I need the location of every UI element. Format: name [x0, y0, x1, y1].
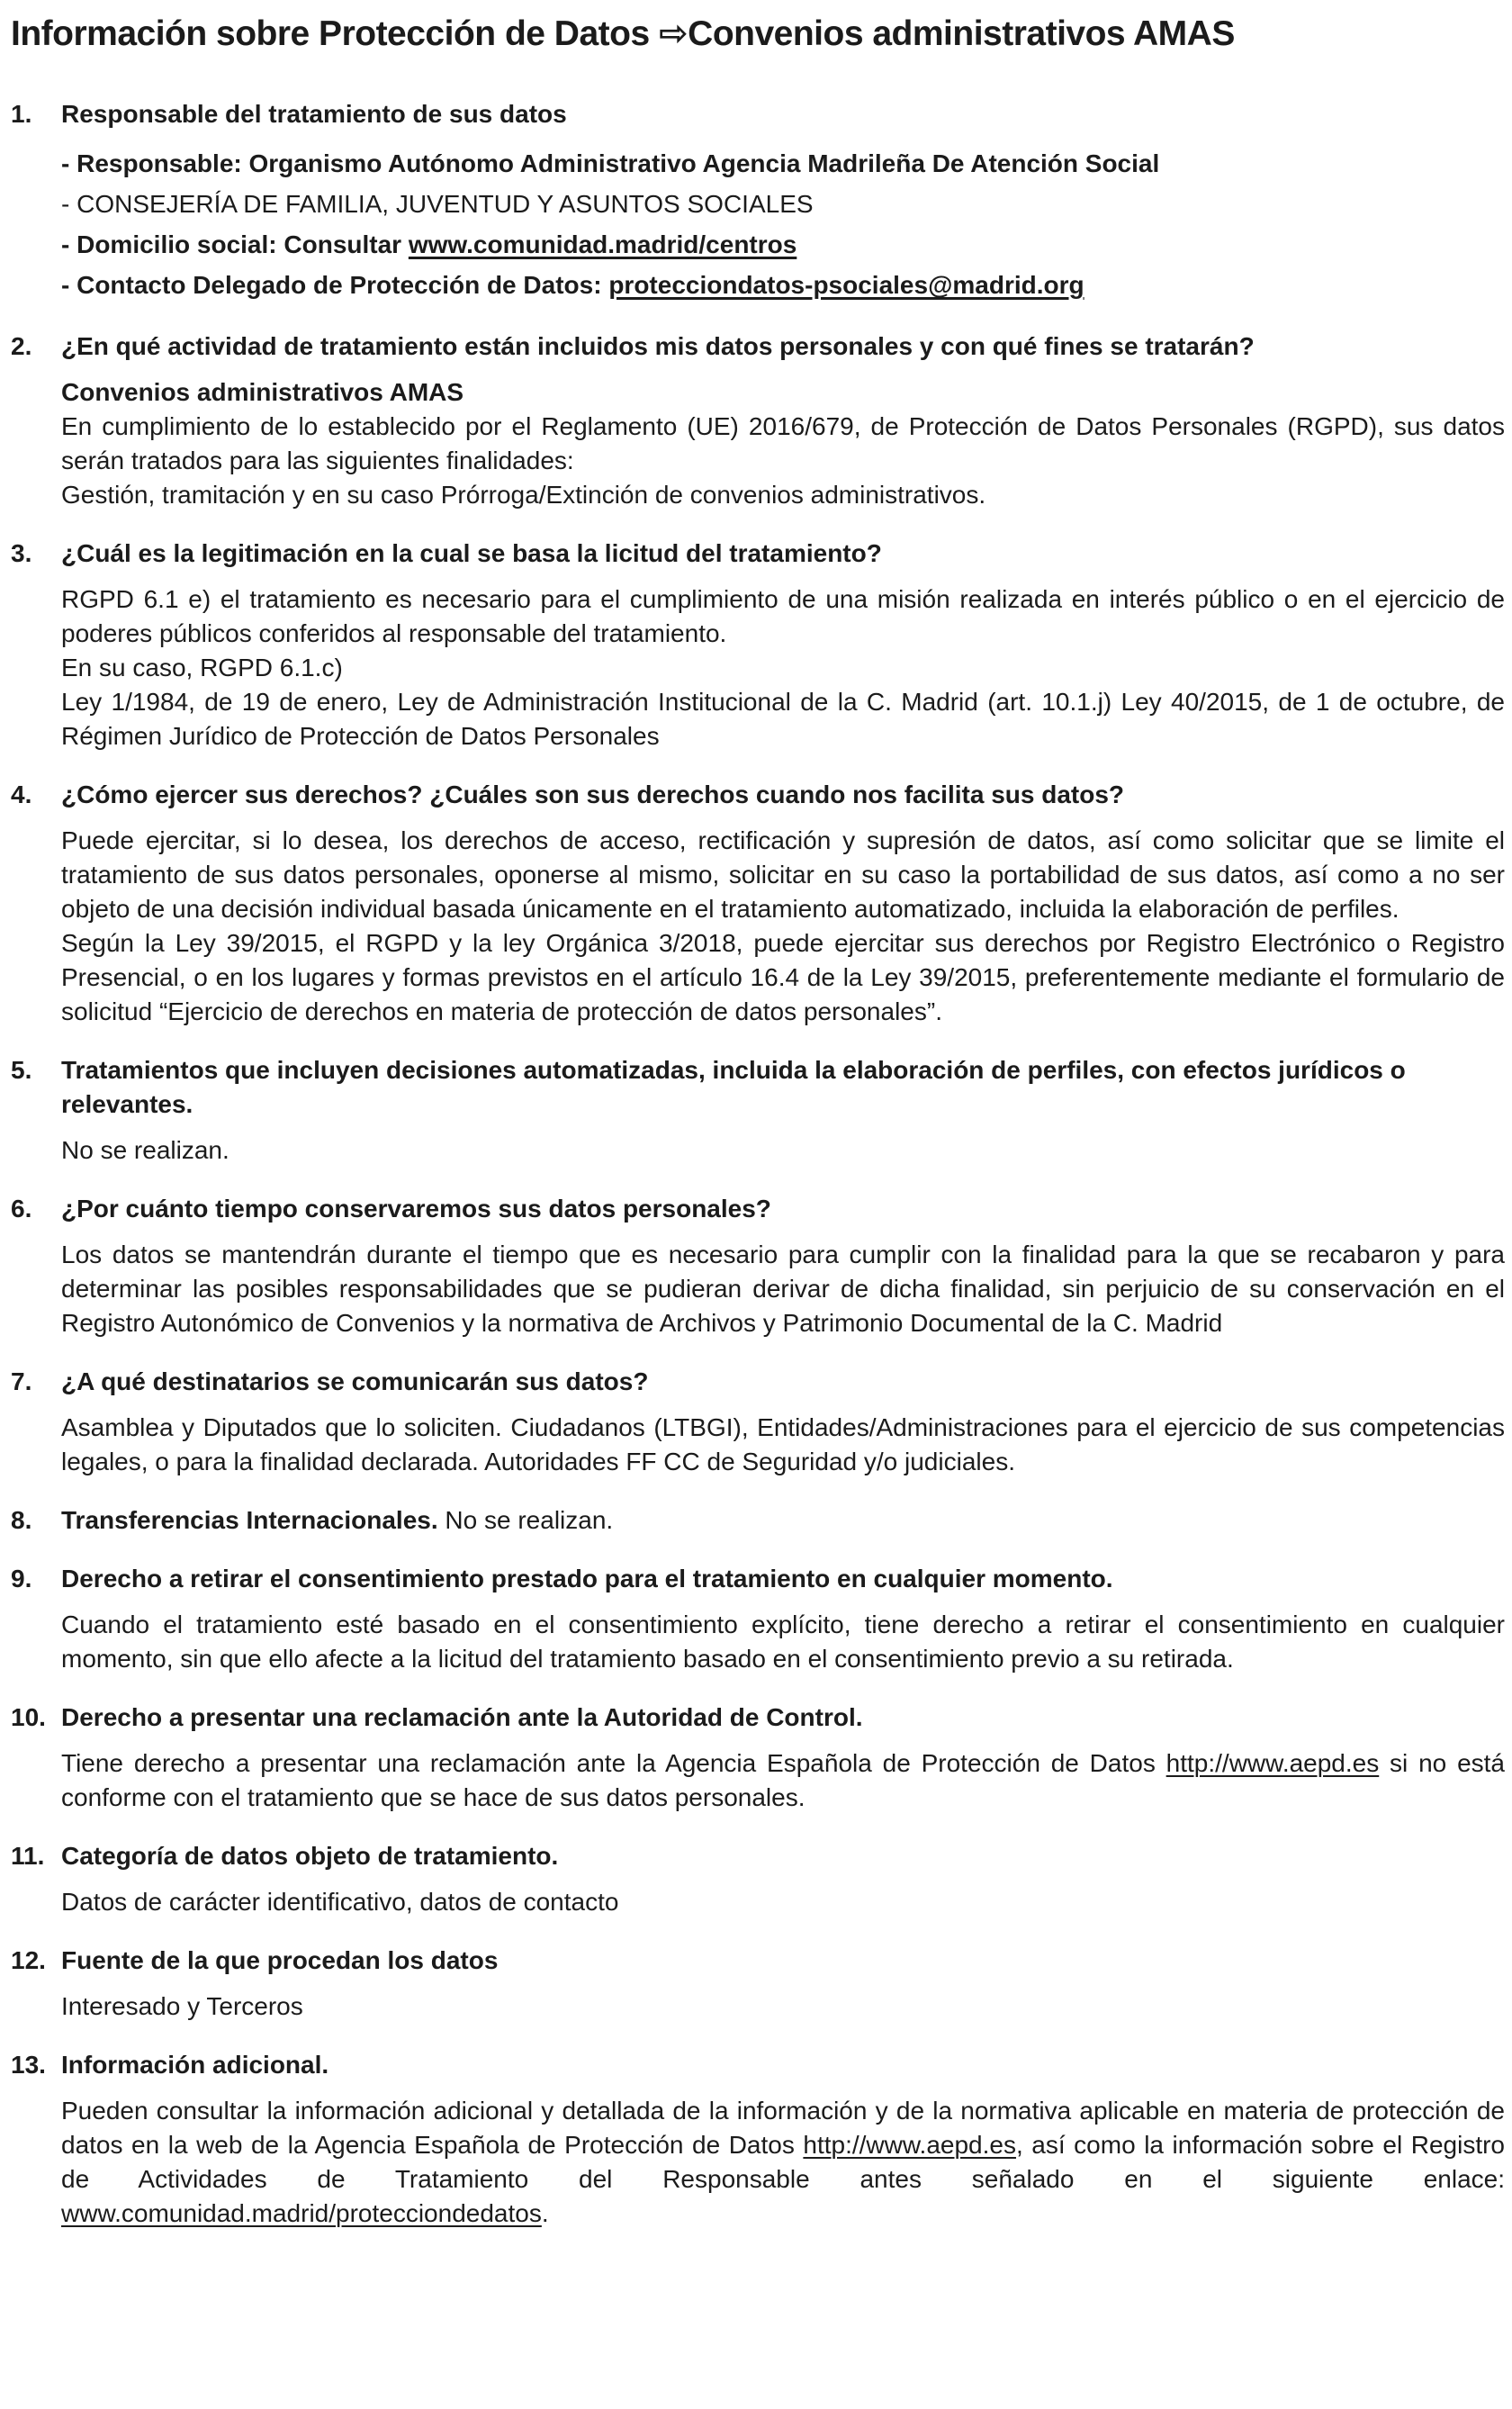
- section-body: [61, 1411, 1505, 1479]
- bullet-list: [61, 143, 1505, 305]
- section-legitimacion: [11, 537, 1505, 753]
- section-heading: ¿Por cuánto tiempo conservaremos sus datos personales?: [61, 1195, 771, 1223]
- section-retirar-consentimiento: [11, 1562, 1505, 1676]
- aepd-link-2[interactable]: http://www.aepd.es: [803, 2131, 1016, 2159]
- section-heading: Fuente de la que procedan los datos: [61, 1946, 499, 1974]
- section-body: [61, 1608, 1505, 1676]
- section-body: [61, 1989, 1505, 2024]
- list-item: [61, 224, 1505, 265]
- paragraph-text: , así como la información sobre el Registro de Actividades de Tratamiento del Responsable antes señalado en el siguiente enlace:: [61, 2131, 1505, 2193]
- section-conservacion: [11, 1192, 1505, 1340]
- section-number: 10.: [11, 1703, 46, 1731]
- section-heading: ¿En qué actividad de tratamiento están incluidos mis datos personales y con qué fines se tratarán?: [61, 332, 1255, 360]
- centros-link[interactable]: www.comunidad.madrid/centros: [408, 230, 797, 258]
- section-body: [61, 2094, 1505, 2231]
- section-body-paragraph: Interesado y Terceros: [61, 1992, 303, 2020]
- section-number: 9.: [11, 1565, 32, 1592]
- section-number: 4.: [11, 780, 32, 808]
- section-body-paragraph: Puede ejercitar, si lo desea, los derechos de acceso, rectificación y supresión de datos, así como solicitar que se limite el tratamiento de sus datos personales, oponerse al mismo, solicitar en su caso la portabilidad de sus datos, así como a no ser objeto de una decisión individual basada únicamente en el tratamiento automatizado, incluida la elaboración de perfiles.: [61, 826, 1505, 923]
- section-body-paragraph: Datos de carácter identificativo, datos de contacto: [61, 1888, 619, 1916]
- list-item: [61, 143, 1505, 184]
- section-heading-rest: No se realizan.: [437, 1506, 614, 1534]
- section-heading: ¿Cómo ejercer sus derechos? ¿Cuáles son sus derechos cuando nos facilita sus datos?: [61, 780, 1125, 808]
- section-body-paragraph: Cuando el tratamiento esté basado en el consentimiento explícito, tiene derecho a retirar el consentimiento en cualquier momento, sin que ello afecte a la licitud del tratamiento basado en el consentimiento previo a su retirada.: [61, 1611, 1505, 1673]
- section-reclamacion: [11, 1701, 1505, 1815]
- section-number: 6.: [11, 1195, 32, 1223]
- paragraph-text: Tiene derecho a presentar una reclamación ante la Agencia Española de Protección de Datos: [61, 1749, 1166, 1777]
- section-heading: [61, 1503, 1505, 1538]
- bullet-text: Responsable: Organismo Autónomo Administrativo Agencia Madrileña De Atención Social: [76, 149, 1160, 177]
- section-body-paragraph: Ley 1/1984, de 19 de enero, Ley de Administración Institucional de la C. Madrid (art. 10.1.j) Ley 40/2015, de 1 de octubre, de Régimen Jurídico de Protección de Datos Personales: [61, 688, 1505, 750]
- section-heading: ¿Cuál es la legitimación en la cual se basa la licitud del tratamiento?: [61, 539, 882, 567]
- protecciondedatos-link[interactable]: www.comunidad.madrid/protecciondedatos: [61, 2199, 542, 2227]
- section-number: 11.: [11, 1842, 45, 1870]
- section-fuente-datos: [11, 1944, 1505, 2024]
- section-heading: Responsable del tratamiento de sus datos: [61, 100, 567, 128]
- bullet-label: Domicilio social: Consultar: [76, 230, 409, 258]
- section-heading: Categoría de datos objeto de tratamiento.: [61, 1842, 559, 1870]
- bullet-dash: -: [61, 230, 70, 258]
- section-body-paragraph: En cumplimiento de lo establecido por el Reglamento (UE) 2016/679, de Protección de Datos Personales (RGPD), sus datos serán tratados para las siguientes finalidades:: [61, 412, 1505, 474]
- section-number: 12.: [11, 1946, 46, 1974]
- paragraph-text: Pueden consultar la información adicional y detallada de la información y de la normativa aplicable en materia de protección de datos en la web de la Agencia Española de Protección de Datos: [61, 2097, 1505, 2159]
- section-body-paragraph: Asamblea y Diputados que lo soliciten. Ciudadanos (LTBGI), Entidades/Administraciones para el ejercicio de sus competencias legales, o para la finalidad declarada. Autoridades FF CC de Seguridad y/o judiciales.: [61, 1413, 1505, 1475]
- section-ejercer-derechos: [11, 778, 1505, 1029]
- section-body: [61, 1746, 1505, 1815]
- section-informacion-adicional: [11, 2048, 1505, 2231]
- paragraph-text: .: [541, 2199, 549, 2227]
- section-number: 2.: [11, 332, 32, 360]
- bullet-dash: -: [61, 271, 70, 299]
- page-title: Información sobre Protección de Datos ⇨Convenios administrativos AMAS: [11, 14, 1235, 53]
- section-number: 8.: [11, 1506, 32, 1534]
- section-body: [61, 1133, 1505, 1168]
- section-number: 1.: [11, 100, 32, 128]
- section-body-paragraph: No se realizan.: [61, 1136, 230, 1164]
- section-transferencias: [11, 1503, 1505, 1538]
- bullet-dash: -: [61, 190, 70, 218]
- section-number: 5.: [11, 1056, 32, 1084]
- section-body-paragraph: Gestión, tramitación y en su caso Prórroga/Extinción de convenios administrativos.: [61, 481, 986, 509]
- section-decisiones-automatizadas: [11, 1053, 1505, 1168]
- section-body: [61, 824, 1505, 1029]
- section-body-paragraph: En su caso, RGPD 6.1.c): [61, 654, 343, 681]
- section-body: [61, 582, 1505, 753]
- section-body-paragraph: Según la Ley 39/2015, el RGPD y la ley Orgánica 3/2018, puede ejercitar sus derechos por Registro Electrónico o Registro Presencial, o en los lugares y formas previstos en el artículo 16.4 de la Ley 39/2015, preferentemente mediante el formulario de solicitud “Ejercicio de derechos en materia de protección de datos personales”.: [61, 929, 1505, 1025]
- section-heading: Derecho a presentar una reclamación ante la Autoridad de Control.: [61, 1703, 863, 1731]
- dpd-email-link[interactable]: protecciondatos-psociales@madrid.org: [608, 271, 1084, 299]
- section-categoria-datos: [11, 1839, 1505, 1919]
- section-body-paragraph: RGPD 6.1 e) el tratamiento es necesario para el cumplimiento de una misión realizada en interés público o en el ejercicio de poderes públicos conferidos al responsable del tratamiento.: [61, 585, 1505, 647]
- section-number: 7.: [11, 1367, 32, 1395]
- section-heading: Información adicional.: [61, 2051, 329, 2079]
- section-heading: ¿A qué destinatarios se comunicarán sus datos?: [61, 1367, 649, 1395]
- section-body: [61, 1238, 1505, 1340]
- section-destinatarios: [11, 1365, 1505, 1479]
- aepd-link[interactable]: http://www.aepd.es: [1166, 1749, 1380, 1777]
- bullet-dash: -: [61, 149, 70, 177]
- section-actividad-fines: [11, 329, 1505, 512]
- paragraph-text: si no está conforme con el tratamiento que se hace de sus datos personales.: [61, 1749, 1505, 1811]
- section-subheading: Convenios administrativos AMAS: [61, 378, 464, 406]
- section-heading: Derecho a retirar el consentimiento prestado para el tratamiento en cualquier momento.: [61, 1565, 1113, 1592]
- section-body-paragraph: [61, 2094, 1505, 2231]
- section-heading: Tratamientos que incluyen decisiones automatizadas, incluida la elaboración de perfiles, con efectos jurídicos o relevantes.: [61, 1056, 1406, 1118]
- section-number: 13.: [11, 2051, 46, 2079]
- list-item: [61, 184, 1505, 224]
- section-responsable: [11, 97, 1505, 305]
- bullet-text: CONSEJERÍA DE FAMILIA, JUVENTUD Y ASUNTOS SOCIALES: [76, 190, 814, 218]
- section-body: [61, 1885, 1505, 1919]
- section-body: [61, 375, 1505, 512]
- section-body-paragraph: Los datos se mantendrán durante el tiempo que es necesario para cumplir con la finalidad para la que se recabaron y para determinar las posibles responsabilidades que se pudieran derivar de dicha finalidad, sin perjuicio de su conservación en el Registro Autonómico de Convenios y la normativa de Archivos y Patrimonio Documental de la C. Madrid: [61, 1241, 1505, 1337]
- list-item: [61, 265, 1505, 305]
- section-heading-bold: Transferencias Internacionales.: [61, 1506, 438, 1534]
- section-body-paragraph: [61, 1746, 1505, 1815]
- bullet-label: Contacto Delegado de Protección de Datos:: [76, 271, 609, 299]
- section-number: 3.: [11, 539, 32, 567]
